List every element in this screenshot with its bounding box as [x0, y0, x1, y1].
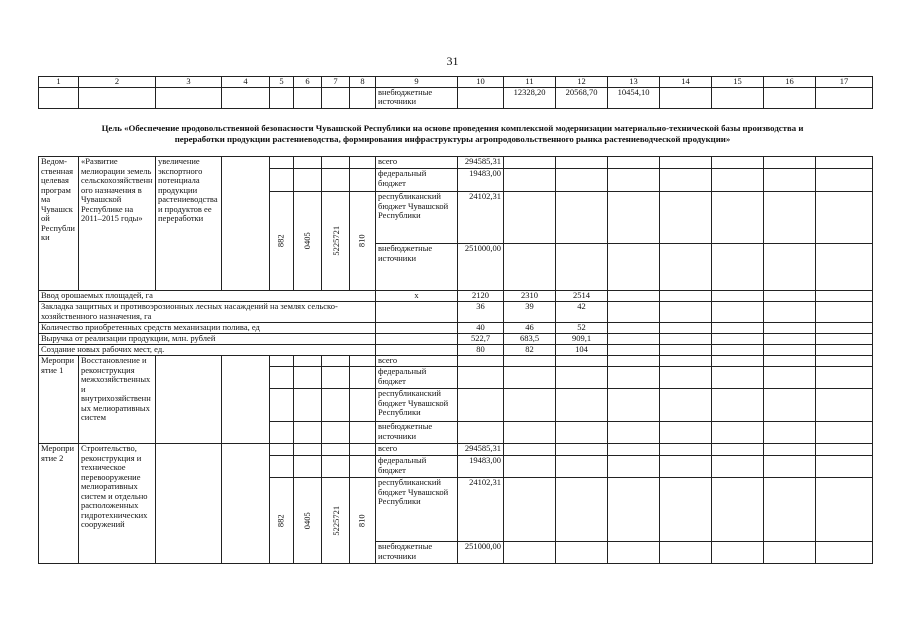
- indicator-row: [39, 334, 873, 345]
- program-name: «Развитие мелиорации земель сельскохозяйственного назначения в Чувашской Республике на 2011–2015 годы»: [79, 157, 156, 291]
- indicator-label: Выручка от реализации продукции, млн. рублей: [39, 334, 376, 345]
- source-cell: федеральный бюджет: [376, 367, 458, 389]
- indicator-row: [39, 291, 873, 302]
- indicator-row: [39, 345, 873, 356]
- col-num: 14: [660, 77, 712, 88]
- value-cell: 294585,31: [458, 157, 504, 169]
- code-cell: 5225721: [331, 226, 342, 256]
- value-cell: 251000,00: [458, 542, 504, 564]
- indicator-row: [39, 323, 873, 334]
- continuation-row: [39, 87, 873, 108]
- program-target: увеличение экспортного потенциала продукции растениеводства и продуктов ее переработки: [156, 157, 222, 291]
- value-cell: 20568,70: [556, 87, 608, 108]
- measure-name: Восстановление и реконструкция межхозяйственных и внутрихозяйственных мелиоративных систем: [79, 356, 156, 444]
- value-cell: 42: [556, 302, 608, 323]
- source-cell: внебюджетные источники: [376, 87, 458, 108]
- value-cell: 80: [458, 345, 504, 356]
- value-cell: 522,7: [458, 334, 504, 345]
- measure-kind: Мероприятие 1: [39, 356, 79, 444]
- indicator-label: Ввод орошаемых площадей, га: [39, 291, 376, 302]
- value-cell: 909,1: [556, 334, 608, 345]
- value-cell: 40: [458, 323, 504, 334]
- code-cell: 810: [356, 234, 367, 248]
- value-cell: 82: [504, 345, 556, 356]
- value-cell: 24102,31: [458, 192, 504, 244]
- table-row: [39, 356, 873, 367]
- source-cell: федеральный бюджет: [376, 456, 458, 478]
- value-cell: 10454,10: [608, 87, 660, 108]
- value-cell: 12328,20: [504, 87, 556, 108]
- col-num: 1: [39, 77, 79, 88]
- source-cell: республиканский бюджет Чувашской Республики: [376, 478, 458, 542]
- code-cell: 5225721: [331, 505, 342, 536]
- code-cell: 0405: [301, 232, 312, 250]
- col-num: 2: [79, 77, 156, 88]
- source-cell: внебюджетные источники: [376, 422, 458, 444]
- col-num: 8: [350, 77, 376, 88]
- col-num: 9: [376, 77, 458, 88]
- goal-line-2: переработки продукции растениеводства, формирования инфраструктуры агропродовольственного рынка растениеводческой продукции»: [174, 134, 731, 144]
- indicator-row: [39, 302, 873, 323]
- indicator-label: Создание новых рабочих мест, ед.: [39, 345, 376, 356]
- col-num: 15: [712, 77, 764, 88]
- goal-line-1: Цель «Обеспечение продовольственной безопасности Чувашской Республики на основе проведения комплексной модернизации материально-технической базы производства и: [101, 123, 804, 133]
- col-num: 5: [270, 77, 294, 88]
- indicator-unit: [376, 302, 458, 323]
- indicator-unit: [376, 345, 458, 356]
- col-num: 6: [294, 77, 322, 88]
- col-num: 16: [764, 77, 816, 88]
- indicator-unit: [376, 323, 458, 334]
- indicator-unit: х: [376, 291, 458, 302]
- code-cell: 810: [356, 514, 367, 527]
- source-cell: всего: [376, 356, 458, 367]
- value-cell: 39: [504, 302, 556, 323]
- measure-name: Строительство, реконструкция и техническое перевооружение мелиоративных систем и отдельно расположенных гидротехнических сооружений: [79, 444, 156, 564]
- goal-heading: [40, 123, 865, 145]
- indicator-unit: [376, 334, 458, 345]
- measure-kind: Мероприятие 2: [39, 444, 79, 564]
- program-kind: Ведом-ственная целевая программа Чувашской Республики: [39, 157, 79, 291]
- code-cell: 882: [275, 234, 286, 248]
- value-cell: 24102,31: [458, 478, 504, 542]
- col-num: 17: [816, 77, 873, 88]
- col-num: 13: [608, 77, 660, 88]
- col-num: 11: [504, 77, 556, 88]
- code-cell: 0405: [301, 512, 312, 529]
- indicator-label: Количество приобретенных средств механизации полива, ед: [39, 323, 376, 334]
- value-cell: 2120: [458, 291, 504, 302]
- col-num: 12: [556, 77, 608, 88]
- header-table: [38, 76, 873, 109]
- code-cell: 882: [275, 514, 286, 527]
- table-row: [39, 157, 873, 169]
- col-num: 4: [222, 77, 270, 88]
- source-cell: всего: [376, 157, 458, 169]
- program-table: [38, 156, 873, 564]
- source-cell: всего: [376, 444, 458, 456]
- page-number: 31: [446, 54, 459, 68]
- value-cell: 36: [458, 302, 504, 323]
- value-cell: 2310: [504, 291, 556, 302]
- value-cell: 251000,00: [458, 244, 504, 291]
- value-cell: 46: [504, 323, 556, 334]
- column-number-row: [39, 77, 873, 88]
- value-cell: 19483,00: [458, 169, 504, 192]
- col-num: 3: [156, 77, 222, 88]
- value-cell: 2514: [556, 291, 608, 302]
- table-row: [39, 444, 873, 456]
- value-cell: 52: [556, 323, 608, 334]
- source-cell: республиканский бюджет Чувашской Республики: [376, 389, 458, 422]
- source-cell: внебюджетные источники: [376, 542, 458, 564]
- col-num: 7: [322, 77, 350, 88]
- source-cell: республиканский бюджет Чувашской Республики: [376, 192, 458, 244]
- value-cell: 683,5: [504, 334, 556, 345]
- indicator-label: Закладка защитных и противоэрозионных лесных насаждений на землях сельско-хозяйственного назначения, га: [39, 302, 376, 323]
- value-cell: 19483,00: [458, 456, 504, 478]
- value-cell: 104: [556, 345, 608, 356]
- source-cell: федеральный бюджет: [376, 169, 458, 192]
- value-cell: 294585,31: [458, 444, 504, 456]
- col-num: 10: [458, 77, 504, 88]
- source-cell: внебюджетные источники: [376, 244, 458, 291]
